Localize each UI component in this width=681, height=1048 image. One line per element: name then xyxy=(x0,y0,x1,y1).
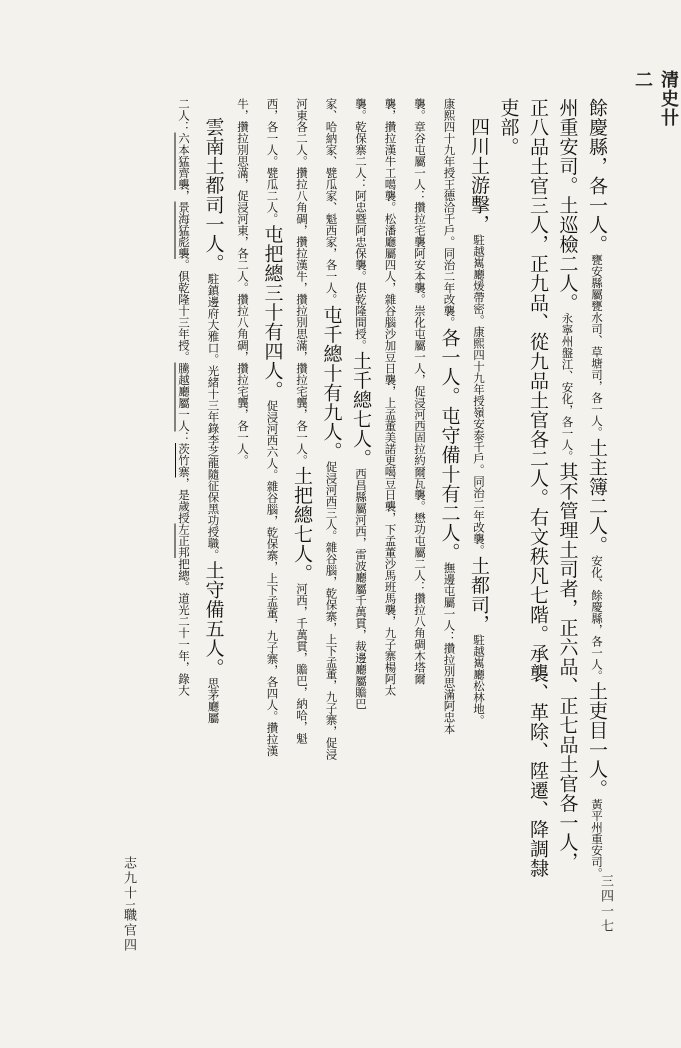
text-column: 吏部。 xyxy=(497,98,520,157)
footer-section: 職官四 xyxy=(121,908,136,953)
text-column: 正八品土官三人，正九品、從九品土官各二人。右文秩凡七階。承襲、革除、陞遷、降調隸 xyxy=(527,98,549,878)
vertical-body-text xyxy=(51,98,611,879)
footer-chapter: 志九十二 xyxy=(121,856,136,916)
text-column: 西，各一人。甓瓜二人。屯把總三十有四人。促浸河西六人。雜谷腦，乾保寨，上下孟董，九子寨，各四人。攢拉漢 xyxy=(261,98,284,757)
text-column: 襲，攢拉漢牛工噶襲。松潘廳屬四人，雜谷腦沙加豆日襲，上孟董美諾更噶豆日襲，下孟董沙馬班馬襲，九子寨楊阿太 xyxy=(383,98,398,696)
text-column: 州重安司。土巡檢二人。永寧州盤江、安化，各一人。其不管理土司者，正六品、正七品土官各一人， xyxy=(556,98,579,872)
text-column: 襲。乾保寨二人：阿忠暨阿忠保襲。俱乾隆間授。土千總七人。西昌縣屬河西，雷波廳屬千萬貫，裁邊廳屬贍巴 xyxy=(350,98,372,710)
text-column: 河東各二人。攢拉八角碉，攢拉漢牛，攢拉別思滿，攢拉宅龔，各一人。土把總七人。河西，千萬貫，贍巴，納哈，魁 xyxy=(291,98,313,744)
text-column: 四川土游擊，駐越嶲廳煖帶密。康熙四十九年授嶺安泰千戶。同治二年改襲。土都司，駐越嶲廳松林地。 xyxy=(468,117,490,726)
footer-page-number: 三四一七 xyxy=(598,874,613,934)
text-column: 襲。章谷屯屬一人：攢拉宅襲阿安本襲。崇化屯屬一人，促浸河西固拉約爾瓦襲。懋功屯屬二人：攢拉八角碉木塔爾 xyxy=(413,98,427,685)
text-column: 雲南土都司一人。駐鎮邊府大雅口。光緒十三年錄李芝龍隨征保黑功授職。土守備五人。思茅廳屬 xyxy=(202,117,225,724)
text-column: 康熙四十九年授王德洽千戶。同治二年改襲。各一人。屯守備十有二人。撫邊屯屬一人：攢拉別思滿阿忠本 xyxy=(438,98,461,735)
text-column: 二人：六本猛齊襲，景海猛彪襲。俱乾隆十三年授。騰越廳屬一人：茨竹寨，是歲授左正邦把總。道光二十一年，錄大 xyxy=(177,98,191,696)
text-column: 餘慶縣，各一人。甕安縣屬甕水司、草塘司，各一人。土主簿二人。安化、餘慶縣，各一人。土吏目一人。黃平州重安司。 xyxy=(586,98,608,879)
edge-tab-label: 清史卄二 xyxy=(632,70,679,127)
text-column: 牛，攢拉別思滿，促浸河東，各二人。攢拉八角碉，攢拉宅龔，各一人。 xyxy=(236,98,250,466)
text-column: 家、哈納家、甓瓜家、魁西家，各一人。屯千總十有九人。促浸河西三人。雜谷腦，乾保寨，上下孟董，九子寨，促浸 xyxy=(320,98,343,760)
